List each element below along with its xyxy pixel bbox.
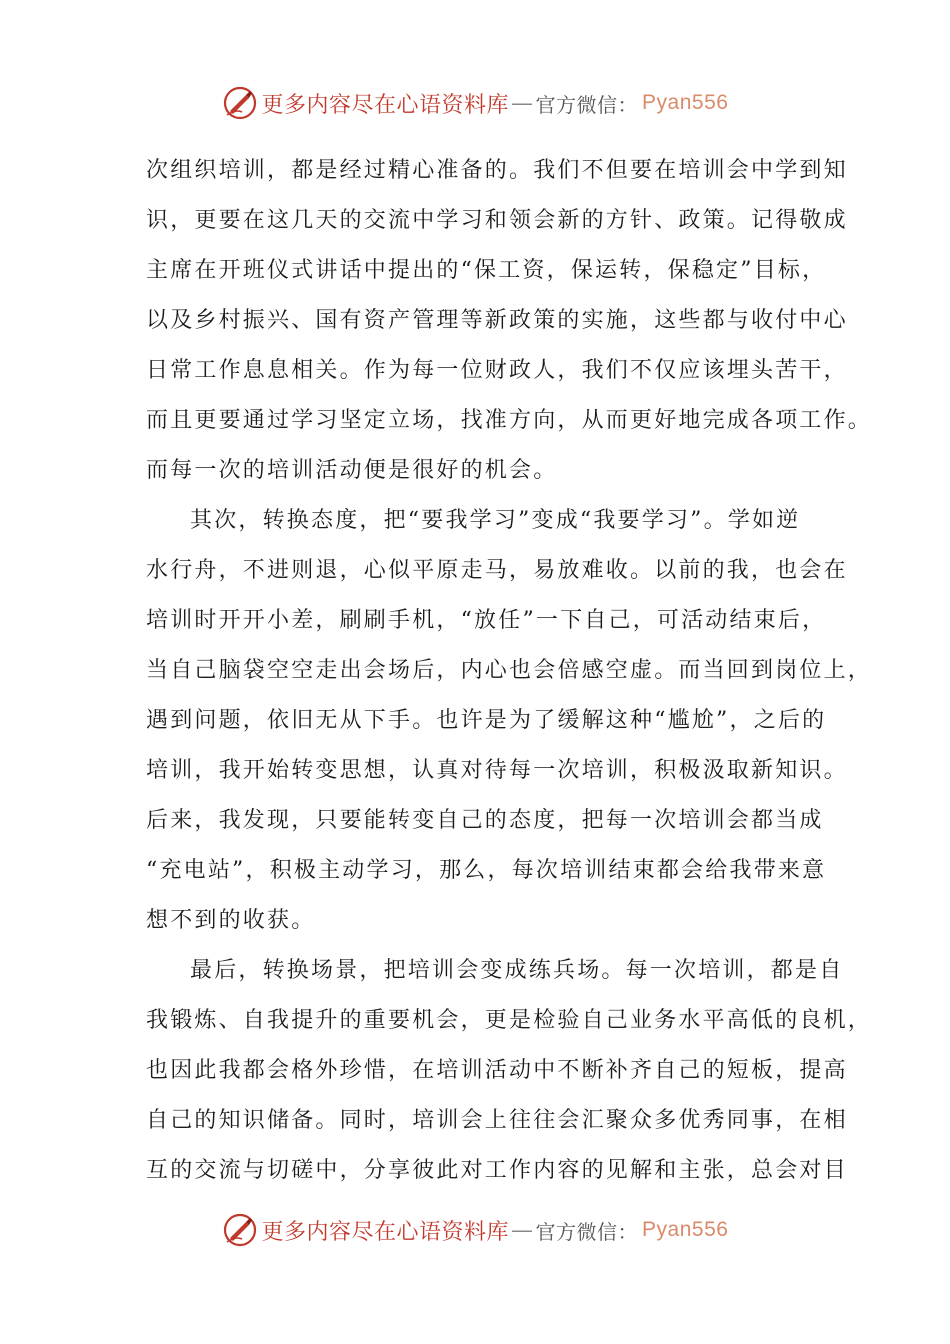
body-line: 自己的知识储备。同时，培训会上往往会汇聚众多优秀同事，在相 — [146, 1108, 848, 1133]
body-line: 而每一次的培训活动便是很好的机会。 — [146, 458, 558, 483]
body-line: 当自己脑袋空空走出会场后，内心也会倍感空虚。而当回到岗位上， — [146, 658, 873, 683]
body-line: 主席在开班仪式讲话中提出的“保工资，保运转，保稳定”目标， — [146, 258, 827, 283]
body-line: “充电站”，积极主动学习，那么，每次培训结束都会给我带来意 — [146, 858, 827, 883]
body-line: 次组织培训，都是经过精心准备的。我们不但要在培训会中学到知 — [146, 158, 848, 183]
body-line: 水行舟，不进则退，心似平原走马，易放难收。以前的我，也会在 — [146, 558, 848, 583]
banner-wechat-label: 官方微信： — [535, 1219, 639, 1244]
body-line: 日常工作息息相关。作为每一位财政人，我们不仅应该埋头苦干， — [146, 358, 848, 383]
document-body — [146, 146, 873, 1196]
footer-banner — [0, 1207, 950, 1253]
body-line: 互的交流与切磋中，分享彼此对工作内容的见解和主张，总会对目 — [146, 1158, 848, 1183]
body-line: 识，更要在这几天的交流中学习和领会新的方针、政策。记得敬成 — [146, 208, 848, 233]
banner-main-text: 更多内容尽在心语资料库 — [261, 1219, 510, 1245]
banner-wechat-label: 官方微信： — [535, 92, 639, 117]
banner-wechat-id: Pyan556 — [642, 1218, 729, 1241]
banner-dash: — — [511, 90, 534, 116]
pen-logo-icon — [222, 85, 258, 121]
body-line: 以及乡村振兴、国有资产管理等新政策的实施，这些都与收付中心 — [146, 308, 848, 333]
banner-wechat-id: Pyan556 — [642, 91, 729, 114]
pen-logo-icon — [222, 1212, 258, 1248]
body-line: 我锻炼、自我提升的重要机会，更是检验自己业务水平高低的良机， — [146, 1008, 873, 1033]
body-line: 培训，我开始转变思想，认真对待每一次培训，积极汲取新知识。 — [146, 758, 848, 783]
header-banner — [0, 80, 950, 126]
body-line: 其次，转换态度，把“要我学习”变成“我要学习”。学如逆 — [190, 508, 801, 533]
body-line: 也因此我都会格外珍惜，在培训活动中不断补齐自己的短板，提高 — [146, 1058, 848, 1083]
body-line: 培训时开开小差，刷刷手机，“放任”一下自己，可活动结束后， — [146, 608, 827, 633]
body-line: 想不到的收获。 — [146, 908, 316, 933]
body-line: 而且更要通过学习坚定立场，找准方向，从而更好地完成各项工作。 — [146, 408, 873, 433]
body-line: 后来，我发现，只要能转变自己的态度，把每一次培训会都当成 — [146, 808, 824, 833]
body-line: 遇到问题，依旧无从下手。也许是为了缓解这种“尴尬”，之后的 — [146, 708, 827, 733]
body-line: 最后，转换场景，把培训会变成练兵场。每一次培训，都是自 — [190, 958, 844, 983]
banner-main-text: 更多内容尽在心语资料库 — [261, 92, 510, 118]
banner-dash: — — [511, 1217, 534, 1243]
